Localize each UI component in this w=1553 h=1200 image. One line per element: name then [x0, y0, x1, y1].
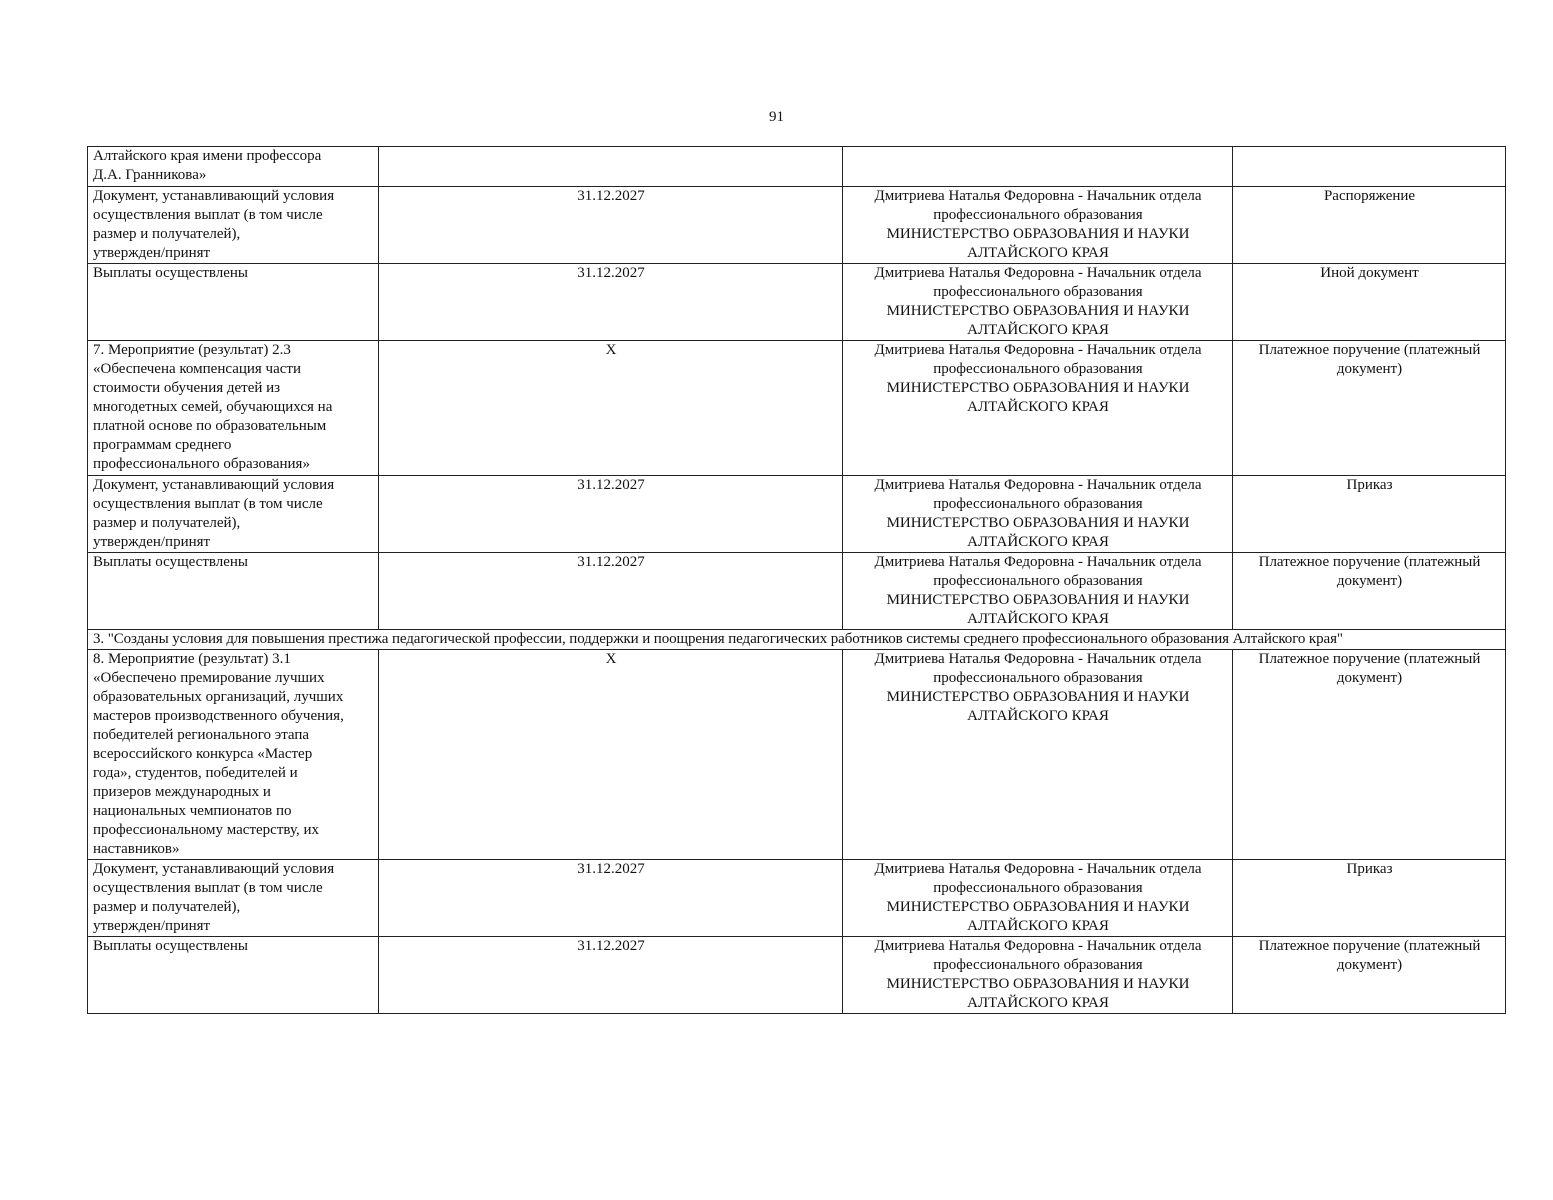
responsible-line: профессионального образования	[933, 361, 1143, 377]
description-line: осуществления выплат (в том числе	[93, 496, 323, 512]
description-line: осуществления выплат (в том числе	[93, 880, 323, 896]
result-description-cell	[88, 650, 379, 860]
responsible-cell	[843, 147, 1233, 187]
table-row	[88, 650, 1506, 860]
responsible-line: АЛТАЙСКОГО КРАЯ	[967, 399, 1109, 415]
document-type-cell: Платежное поручение (платежный документ)	[1233, 937, 1506, 1014]
responsible-line: АЛТАЙСКОГО КРАЯ	[967, 534, 1109, 550]
responsible-line: профессионального образования	[933, 880, 1143, 896]
table-row	[88, 553, 1506, 630]
description-line: программам среднего	[93, 437, 232, 453]
description-line: Документ, устанавливающий условия	[93, 188, 335, 204]
responsible-line: МИНИСТЕРСТВО ОБРАЗОВАНИЯ И НАУКИ	[886, 303, 1190, 319]
description-line: наставников»	[93, 841, 180, 857]
responsible-line: АЛТАЙСКОГО КРАЯ	[967, 708, 1109, 724]
responsible-cell	[843, 553, 1233, 630]
deadline-cell	[379, 147, 843, 187]
page-number: 91	[769, 109, 784, 125]
responsible-line: МИНИСТЕРСТВО ОБРАЗОВАНИЯ И НАУКИ	[886, 899, 1190, 915]
deadline-cell: Х	[379, 341, 843, 476]
description-line: Документ, устанавливающий условия	[93, 477, 335, 493]
document-type-cell: Приказ	[1233, 476, 1506, 553]
description-line: 7. Мероприятие (результат) 2.3	[93, 342, 291, 358]
description-line: профессионального образования»	[93, 456, 310, 472]
table-row	[88, 341, 1506, 476]
description-line: года», студентов, победителей и	[93, 765, 298, 781]
result-description-cell	[88, 553, 379, 630]
responsible-cell	[843, 860, 1233, 937]
result-description-cell	[88, 476, 379, 553]
result-description-cell	[88, 341, 379, 476]
description-line: размер и получателей),	[93, 515, 241, 531]
responsible-line: МИНИСТЕРСТВО ОБРАЗОВАНИЯ И НАУКИ	[886, 592, 1190, 608]
responsible-line: профессионального образования	[933, 284, 1143, 300]
description-line: «Обеспечено премирование лучших	[93, 670, 325, 686]
result-description-cell	[88, 147, 379, 187]
deadline-cell: 31.12.2027	[379, 264, 843, 341]
description-line: многодетных семей, обучающихся на	[93, 399, 333, 415]
responsible-line: МИНИСТЕРСТВО ОБРАЗОВАНИЯ И НАУКИ	[886, 689, 1190, 705]
description-line: национальных чемпионатов по	[93, 803, 292, 819]
responsible-line: профессионального образования	[933, 207, 1143, 223]
responsible-cell	[843, 650, 1233, 860]
responsible-line: профессионального образования	[933, 957, 1143, 973]
description-line: Д.А. Гранникова»	[93, 167, 207, 183]
description-line: платной основе по образовательным	[93, 418, 327, 434]
deadline-cell: 31.12.2027	[379, 187, 843, 264]
responsible-line: АЛТАЙСКОГО КРАЯ	[967, 245, 1109, 261]
responsible-line: Дмитриева Наталья Федоровна - Начальник отдела	[874, 188, 1202, 204]
responsible-line: профессионального образования	[933, 670, 1143, 686]
responsible-line: МИНИСТЕРСТВО ОБРАЗОВАНИЯ И НАУКИ	[886, 380, 1190, 396]
deadline-cell: 31.12.2027	[379, 476, 843, 553]
description-line: Выплаты осуществлены	[93, 265, 249, 281]
deadline-cell: 31.12.2027	[379, 860, 843, 937]
document-type-cell	[1233, 147, 1506, 187]
document-type-cell: Иной документ	[1233, 264, 1506, 341]
description-line: всероссийского конкурса «Мастер	[93, 746, 313, 762]
description-line: мастеров производственного обучения,	[93, 708, 344, 724]
deadline-cell: 31.12.2027	[379, 937, 843, 1014]
description-line: победителей регионального этапа	[93, 727, 310, 743]
deadline-cell: Х	[379, 650, 843, 860]
description-line: образовательных организаций, лучших	[93, 689, 344, 705]
responsible-line: МИНИСТЕРСТВО ОБРАЗОВАНИЯ И НАУКИ	[886, 226, 1190, 242]
responsible-line: АЛТАЙСКОГО КРАЯ	[967, 611, 1109, 627]
table-row	[88, 476, 1506, 553]
responsible-line: МИНИСТЕРСТВО ОБРАЗОВАНИЯ И НАУКИ	[886, 515, 1190, 531]
description-line: Документ, устанавливающий условия	[93, 861, 335, 877]
responsible-line: АЛТАЙСКОГО КРАЯ	[967, 322, 1109, 338]
responsible-line: МИНИСТЕРСТВО ОБРАЗОВАНИЯ И НАУКИ	[886, 976, 1190, 992]
responsible-cell	[843, 187, 1233, 264]
responsible-line: профессионального образования	[933, 496, 1143, 512]
results-table-body	[88, 147, 1506, 1014]
table-row	[88, 937, 1506, 1014]
description-line: утвержден/принят	[93, 918, 211, 934]
table-row	[88, 860, 1506, 937]
results-table	[87, 146, 1506, 1014]
description-line: Выплаты осуществлены	[93, 554, 249, 570]
description-line: 8. Мероприятие (результат) 3.1	[93, 651, 291, 667]
description-line: Алтайского края имени профессора	[93, 148, 322, 164]
result-description-cell	[88, 860, 379, 937]
document-type-cell: Распоряжение	[1233, 187, 1506, 264]
responsible-line: Дмитриева Наталья Федоровна - Начальник отдела	[874, 651, 1202, 667]
responsible-cell	[843, 341, 1233, 476]
responsible-line: Дмитриева Наталья Федоровна - Начальник отдела	[874, 554, 1202, 570]
section-title: 3. "Созданы условия для повышения престижа педагогической профессии, поддержки и поощрения педагогических работников системы среднего профессионального образования Алтайского края"	[88, 630, 1506, 650]
description-line: призеров международных и	[93, 784, 271, 800]
responsible-line: Дмитриева Наталья Федоровна - Начальник отдела	[874, 265, 1202, 281]
responsible-cell	[843, 476, 1233, 553]
result-description-cell	[88, 187, 379, 264]
table-row	[88, 264, 1506, 341]
result-description-cell	[88, 264, 379, 341]
deadline-cell: 31.12.2027	[379, 553, 843, 630]
description-line: размер и получателей),	[93, 899, 241, 915]
description-line: утвержден/принят	[93, 534, 211, 550]
document-type-cell: Платежное поручение (платежный документ)	[1233, 650, 1506, 860]
section-row	[88, 630, 1506, 650]
description-line: Выплаты осуществлены	[93, 938, 249, 954]
description-line: стоимости обучения детей из	[93, 380, 281, 396]
responsible-cell	[843, 264, 1233, 341]
description-line: утвержден/принят	[93, 245, 211, 261]
responsible-line: Дмитриева Наталья Федоровна - Начальник отдела	[874, 861, 1202, 877]
description-line: «Обеспечена компенсация части	[93, 361, 301, 377]
description-line: осуществления выплат (в том числе	[93, 207, 323, 223]
responsible-line: профессионального образования	[933, 573, 1143, 589]
table-row	[88, 187, 1506, 264]
responsible-line: Дмитриева Наталья Федоровна - Начальник отдела	[874, 938, 1202, 954]
description-line: профессиональному мастерству, их	[93, 822, 319, 838]
responsible-line: Дмитриева Наталья Федоровна - Начальник отдела	[874, 342, 1202, 358]
description-line: размер и получателей),	[93, 226, 241, 242]
responsible-line: АЛТАЙСКОГО КРАЯ	[967, 918, 1109, 934]
document-type-cell: Приказ	[1233, 860, 1506, 937]
result-description-cell	[88, 937, 379, 1014]
document-type-cell: Платежное поручение (платежный документ)	[1233, 553, 1506, 630]
responsible-line: АЛТАЙСКОГО КРАЯ	[967, 995, 1109, 1011]
table-row	[88, 147, 1506, 187]
responsible-line: Дмитриева Наталья Федоровна - Начальник отдела	[874, 477, 1202, 493]
responsible-cell	[843, 937, 1233, 1014]
document-type-cell: Платежное поручение (платежный документ)	[1233, 341, 1506, 476]
